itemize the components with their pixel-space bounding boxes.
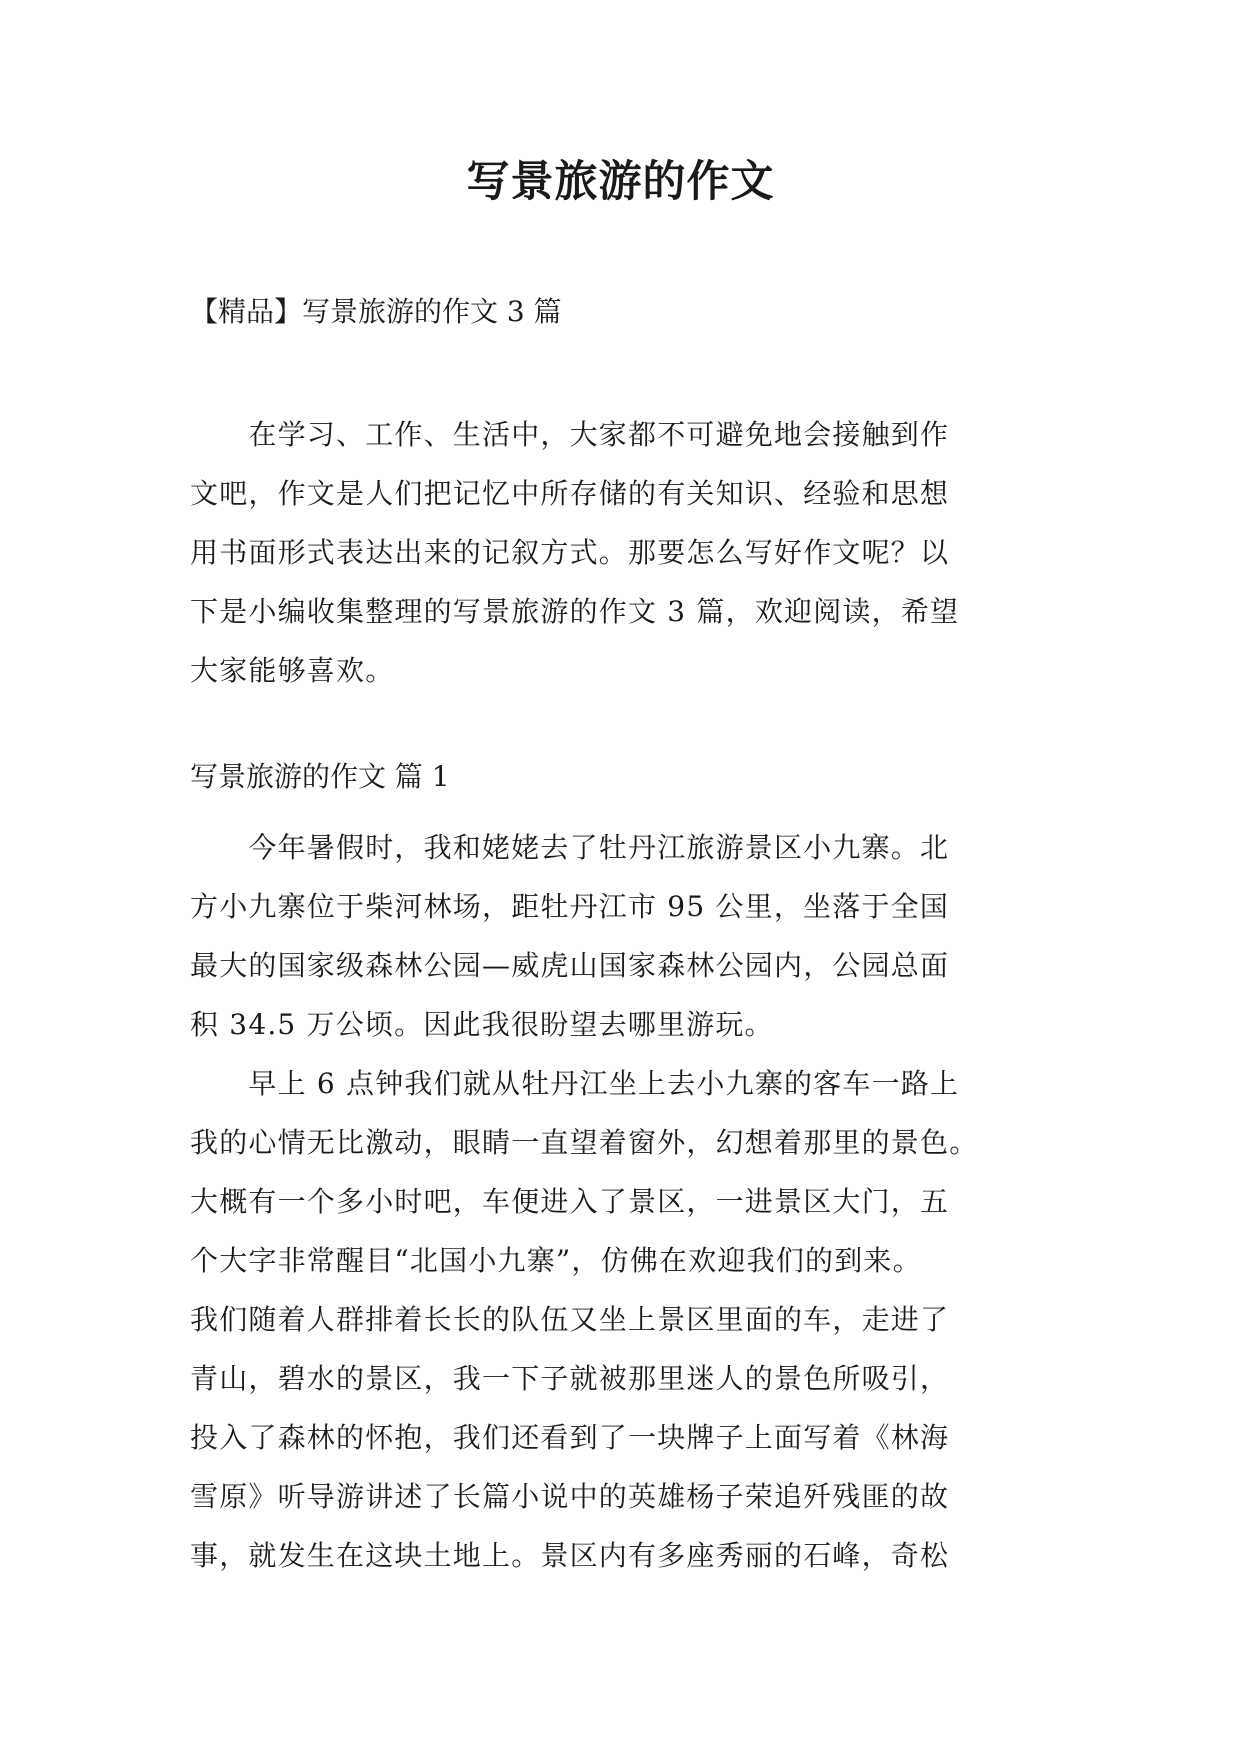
paragraph-line: 早上 6 点钟我们就从牡丹江坐上去小九寨的客车一路上 xyxy=(190,1067,960,1100)
paragraph-line: 大概有一个多小时吧，车便进入了景区，一进景区大门，五 xyxy=(190,1185,950,1218)
paragraph-line: 个大字非常醒目“北国小九寨”，仿佛在欢迎我们的到来。 xyxy=(190,1244,922,1277)
paragraph-2 xyxy=(190,1054,1050,1585)
paragraph-line: 积 34.5 万公顷。因此我很盼望去哪里游玩。 xyxy=(190,1008,774,1041)
paragraph-line: 事，就发生在这块土地上。景区内有多座秀丽的石峰，奇松 xyxy=(190,1539,950,1572)
intro-line: 文吧，作文是人们把记忆中所存储的有关知识、经验和思想 xyxy=(190,477,950,510)
document-title: 写景旅游的作文 xyxy=(466,157,775,207)
paragraph-1 xyxy=(190,818,1050,1054)
section-heading: 写景旅游的作文 篇 1 xyxy=(190,760,450,793)
intro-line: 大家能够喜欢。 xyxy=(190,654,395,687)
paragraph-line: 投入了森林的怀抱，我们还看到了一块牌子上面写着《林海 xyxy=(190,1421,950,1454)
intro-paragraph xyxy=(190,405,1050,700)
intro-line: 在学习、工作、生活中，大家都不可避免地会接触到作 xyxy=(190,418,950,451)
intro-line: 用书面形式表达出来的记叙方式。那要怎么写好作文呢？以 xyxy=(190,536,950,569)
paragraph-line: 青山，碧水的景区，我一下子就被那里迷人的景色所吸引， xyxy=(190,1362,950,1395)
paragraph-line: 我们随着人群排着长长的队伍又坐上景区里面的车，走进了 xyxy=(190,1303,950,1336)
paragraph-line: 今年暑假时，我和姥姥去了牡丹江旅游景区小九寨。北 xyxy=(190,831,950,864)
paragraph-line: 我的心情无比激动，眼睛一直望着窗外，幻想着那里的景色。 xyxy=(190,1126,979,1159)
paragraph-line: 雪原》听导游讲述了长篇小说中的英雄杨子荣追歼残匪的故 xyxy=(190,1480,950,1513)
intro-line: 下是小编收集整理的写景旅游的作文 3 篇，欢迎阅读，希望 xyxy=(190,595,960,628)
paragraph-line: 方小九寨位于柴河林场，距牡丹江市 95 公里，坐落于全国 xyxy=(190,890,950,923)
document-subtitle: 【精品】写景旅游的作文 3 篇 xyxy=(190,295,562,328)
paragraph-line: 最大的国家级森林公园—威虎山国家森林公园内，公园总面 xyxy=(190,949,950,982)
